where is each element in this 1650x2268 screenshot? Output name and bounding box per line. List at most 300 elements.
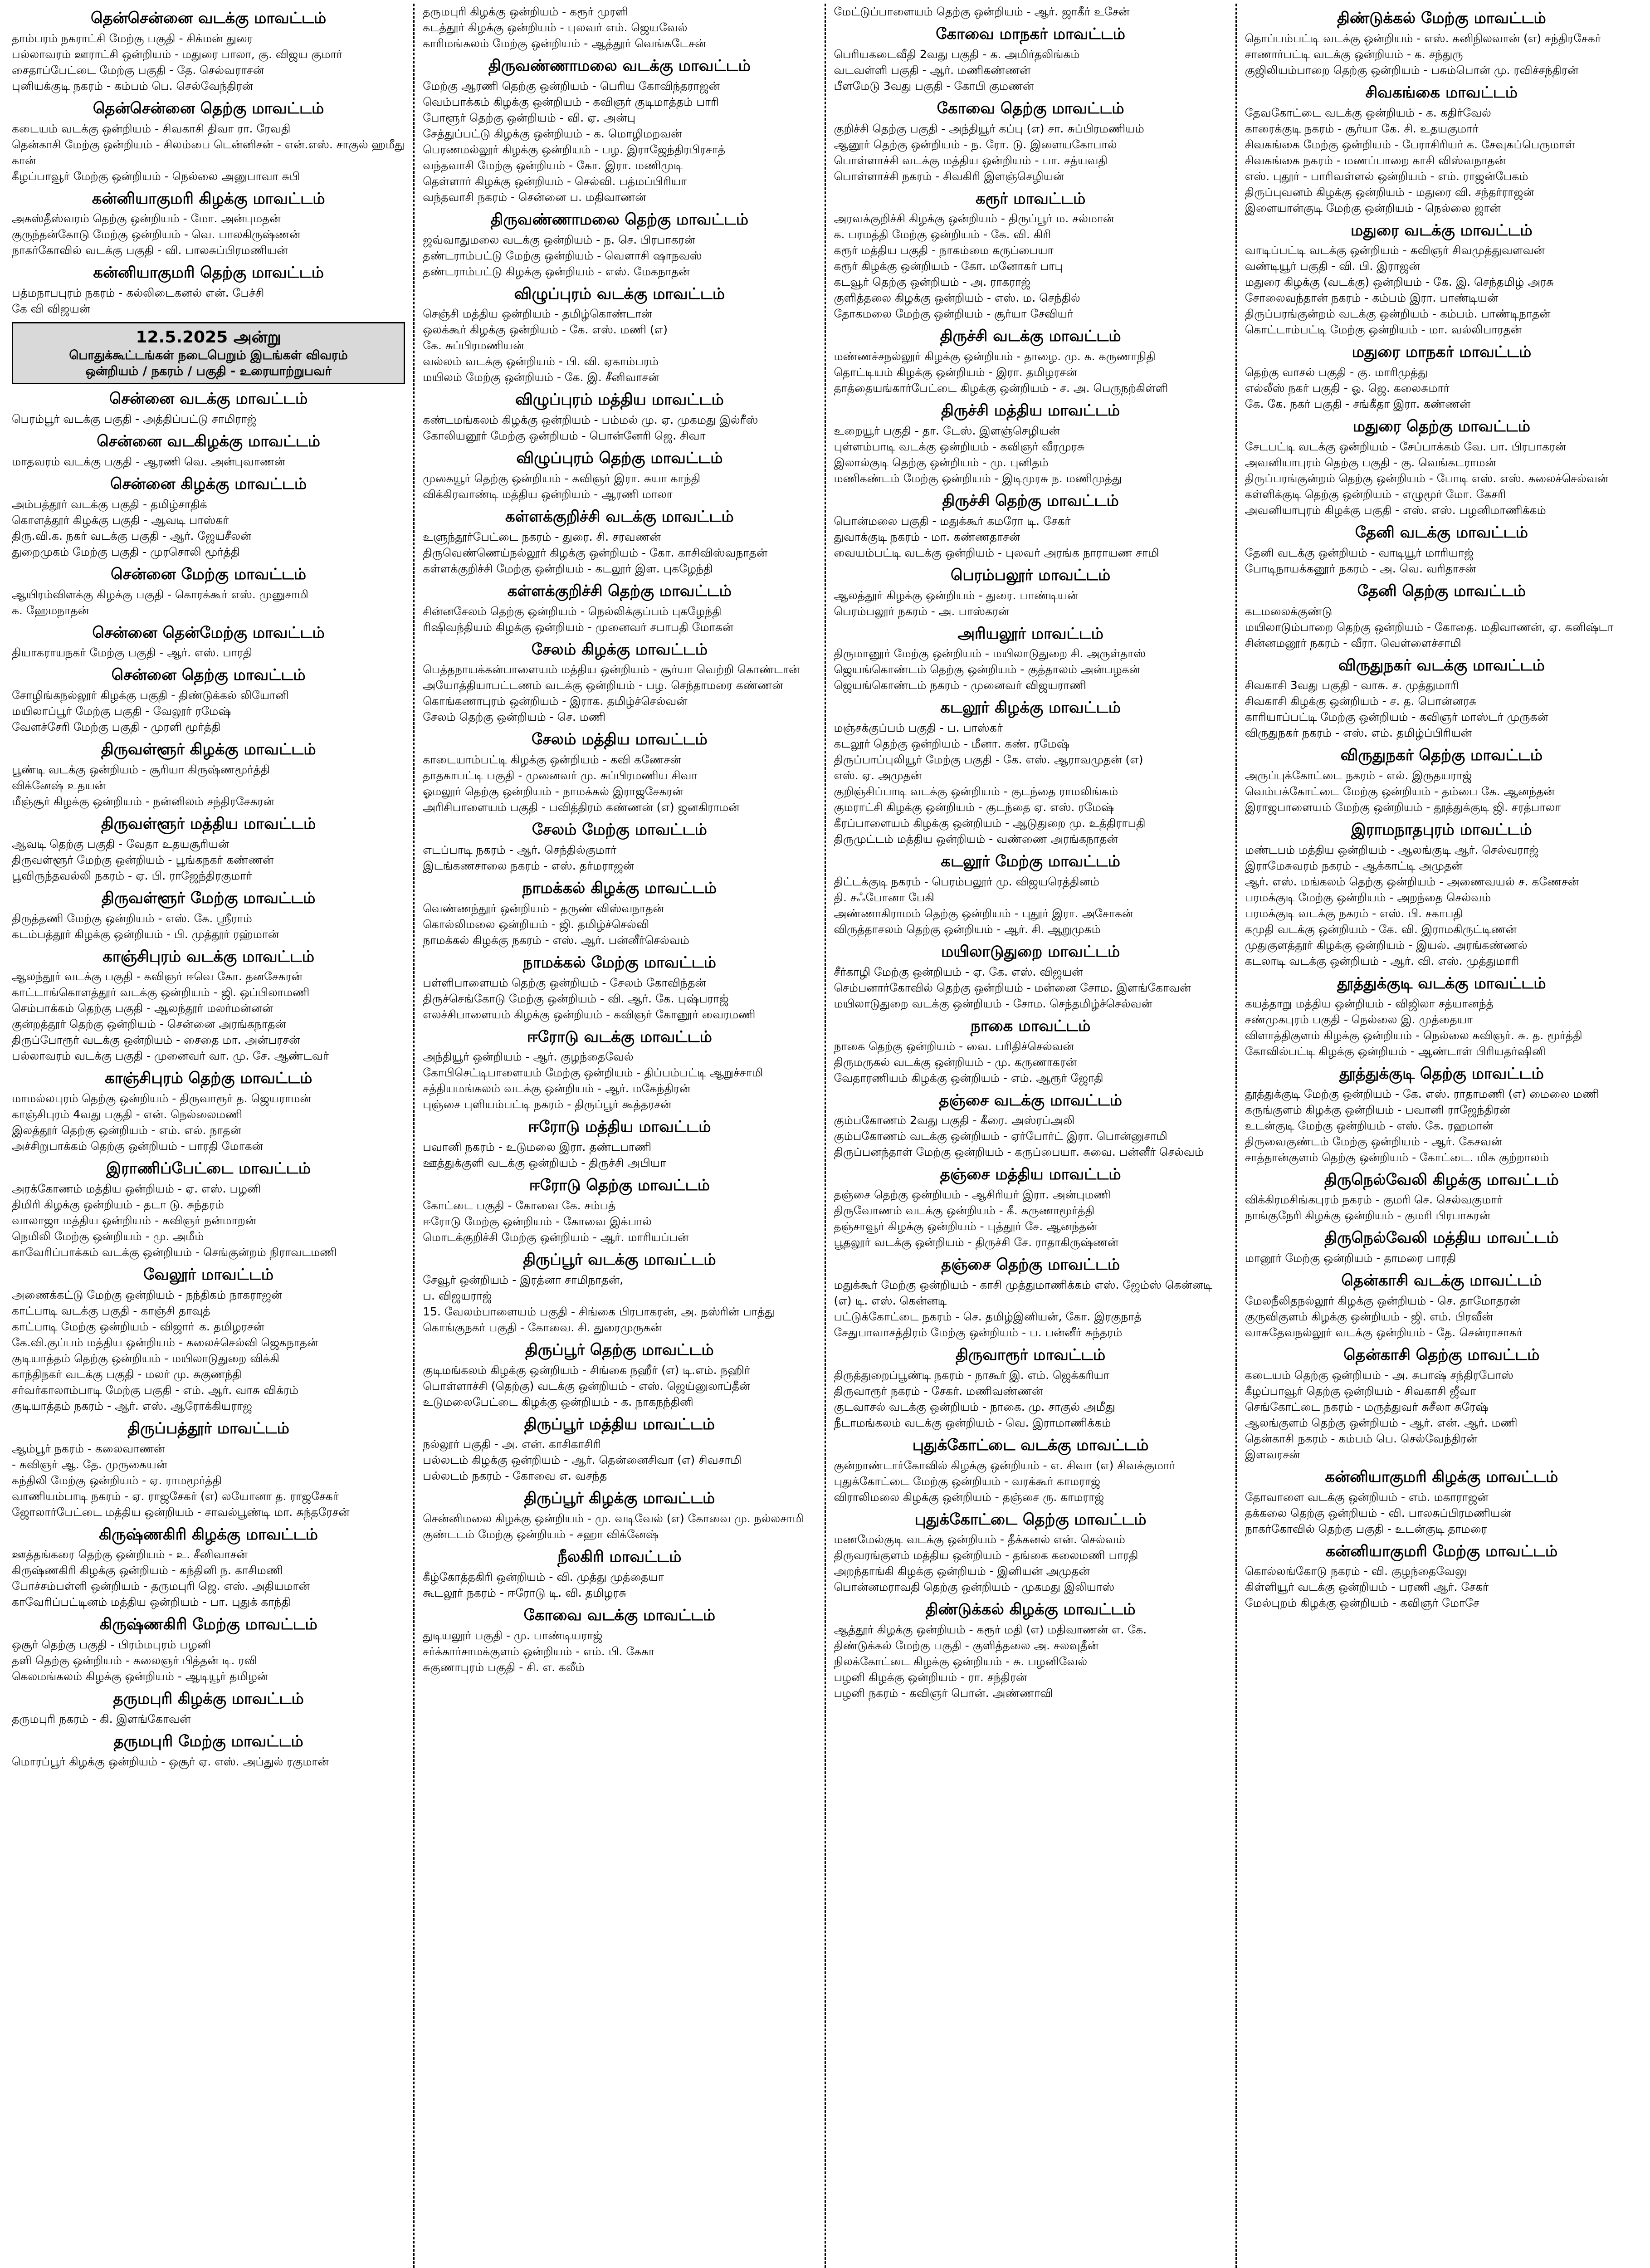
- district-heading: தென்சென்னை வடக்கு மாவட்டம்: [91, 9, 327, 27]
- meeting-entry: ஈரோடு மேற்கு ஒன்றியம் - கோவை இக்பால்: [423, 1214, 652, 1228]
- district-section: [423, 1118, 816, 1171]
- meeting-entry: ஆர். எஸ். மங்கலம் தெற்கு ஒன்றியம் - அணைவயல் ச. கணேசன்: [1245, 875, 1579, 888]
- meeting-entry: பூதலூர் வடக்கு ஒன்றியம் - திருச்சி சே. ராதாகிருஷ்ணன்: [834, 1236, 1119, 1249]
- district-heading: திருவள்ளூர் மேற்கு மாவட்டம்: [101, 889, 316, 907]
- district-heading: திண்டுக்கல் மேற்கு மாவட்டம்: [1337, 9, 1546, 27]
- meeting-entry: கோலியனூர் மேற்கு ஒன்றியம் - பொன்னேரி ஜெ. சிவா: [423, 429, 706, 443]
- meeting-entry: காடையாம்பட்டி கிழக்கு ஒன்றியம் - கவி கணேசன்: [423, 753, 681, 767]
- meeting-entry: நெமிலி மேற்கு ஒன்றியம் - மு. அமீம்: [12, 1229, 204, 1243]
- meeting-entry: வேதாரணியம் கிழக்கு ஒன்றியம் - எம். ஆரூர் ஜோதி: [834, 1071, 1103, 1085]
- meeting-entry: மஞ்சக்குப்பம் பகுதி - ப. பாஸ்கர்: [834, 721, 1003, 735]
- district-section: [834, 1017, 1227, 1086]
- meeting-entry: காந்திநகர் வடக்கு பகுதி - மலர் மு. சுகுணந்தி: [12, 1367, 242, 1381]
- district-section: [423, 1028, 816, 1113]
- meeting-entry: தியாகராயநகர் மேற்கு பகுதி - ஆர். எஸ். பாரதி: [12, 646, 253, 660]
- meeting-entry: நீடாமங்கலம் வடக்கு ஒன்றியம் - வெ. இராமாணிக்கம்: [834, 1416, 1111, 1429]
- meeting-entry: திருமுட்டம் மத்திய ஒன்றியம் - வண்ணை அரங்கநாதன்: [834, 832, 1118, 846]
- district-section: [423, 953, 816, 1022]
- meeting-entry: தெள்ளார் கிழக்கு ஒன்றியம் - செல்வி. பத்மப்பிரியா: [423, 174, 687, 188]
- meeting-entry: மேல்புறம் கிழக்கு ஒன்றியம் - கவிஞர் மோசே: [1245, 1596, 1479, 1610]
- meeting-entry: க. பரமத்தி மேற்கு ஒன்றியம் - கே. வி. கிரி: [834, 228, 1051, 241]
- district-heading: கள்ளக்குறிச்சி தெற்கு மாவட்டம்: [507, 582, 732, 600]
- meeting-entry: அம்பத்தூர் வடக்கு பகுதி - தமிழ்சாதிக்: [12, 497, 207, 511]
- district-heading: தேனி வடக்கு மாவட்டம்: [1355, 523, 1528, 542]
- meeting-entry: அவனியாபுரம் கிழக்கு பகுதி - எஸ். எஸ். பழனிமாணிக்கம்: [1245, 503, 1546, 517]
- meeting-entry: சாத்தான்குளம் தெற்கு ஒன்றியம் - கோட்டை. மிக குற்றாலம்: [1245, 1150, 1549, 1164]
- meeting-entry: புள்ளம்பாடி வடக்கு ஒன்றியம் - கவிஞர் வீரமுரசு: [834, 440, 1084, 453]
- district-section: [834, 401, 1227, 486]
- meeting-entry: வாணியம்பாடி நகரம் - ஏ. ராஜசேகர் (எ) லயோனா த. ராஜசேகர்: [12, 1489, 339, 1503]
- district-heading: இராணிப்பேட்டை மாவட்டம்: [106, 1159, 311, 1178]
- meeting-entry: எலச்சிபாளையம் கிழக்கு ஒன்றியம் - கவிஞர் கோனூர் வைரமணி: [423, 1007, 756, 1021]
- meeting-entry: தேனி வடக்கு ஒன்றியம் - வாடியூர் மாரியாஜ்: [1245, 546, 1474, 559]
- meeting-entry: திரு.வி.க. நகர் வடக்கு பகுதி - ஆர். ஜேயசீலன்: [12, 529, 252, 543]
- district-section: [1245, 746, 1638, 815]
- meeting-entry: மயிலம் மேற்கு ஒன்றியம் - கே. இ. சீனிவாசன்: [423, 371, 659, 384]
- meeting-entry: கே.வி.குப்பம் மத்திய ஒன்றியம் - கலைச்செல்வி ஜெகநாதன்: [12, 1335, 318, 1349]
- district-heading: கடலூர் மேற்கு மாவட்டம்: [941, 852, 1120, 871]
- meeting-entry: வடவள்ளி பகுதி - ஆர். மணிகண்ணன்: [834, 63, 1031, 77]
- meeting-entry: கொட்டாம்பட்டி மேற்கு ஒன்றியம் - மா. வல்லிபாரதன்: [1245, 323, 1522, 337]
- district-heading: கன்னியாகுமரி கிழக்கு மாவட்டம்: [1325, 1467, 1558, 1486]
- district-heading: நாகை மாவட்டம்: [970, 1017, 1091, 1035]
- district-section: [423, 449, 816, 502]
- district-heading: திருச்சி வடக்கு மாவட்டம்: [940, 327, 1121, 346]
- meeting-entry: சர்க்கார்சாமக்குளம் ஒன்றியம் - எம். பி. கேகா: [423, 1644, 655, 1658]
- meeting-entry: பொள்ளாச்சி வடக்கு மத்திய ஒன்றியம் - பா. சத்யவதி: [834, 153, 1108, 167]
- meeting-entry: விக்கிரமசிங்கபுரம் நகரம் - குமரி செ. செல்வகுமார்: [1245, 1193, 1503, 1207]
- meeting-entry: மாதவரம் வடக்கு பகுதி - ஆரணி வெ. அன்புவாணன்: [12, 455, 285, 468]
- district-section: [423, 4, 816, 51]
- meeting-entry: இராஜபாளையம் மேற்கு ஒன்றியம் - தூத்துக்குடி ஜி. சரத்பாலா: [1245, 801, 1561, 814]
- meeting-entry: கே. சுப்பிரமணியன்: [423, 339, 524, 352]
- meeting-entry: க. ஹேமநாதன்: [12, 603, 89, 617]
- district-section: [423, 1606, 816, 1675]
- district-section: [834, 566, 1227, 619]
- district-section: [834, 327, 1227, 396]
- meeting-entry: மதுரை கிழக்கு (வடக்கு) ஒன்றியம் - கே. இ. செந்தமிழ் அரசு: [1245, 275, 1554, 289]
- meeting-entry: உடன்குடி மேற்கு ஒன்றியம் - எஸ். கே. ரஹமான்: [1245, 1119, 1494, 1132]
- meeting-entry: கொல்லங்கோடு நகரம் - வி. குழந்தைவேலு: [1245, 1564, 1467, 1578]
- district-section: [1245, 656, 1638, 741]
- meeting-entry: கள்ளிக்குடி தெற்கு ஒன்றியம் - எழுமூர் மோ. கேசரி: [1245, 487, 1506, 501]
- meeting-entry: கரூர் மத்திய பகுதி - நாகம்மை கருப்பையா: [834, 244, 1054, 257]
- meeting-entry: காஞ்சிபுரம் 4வது பகுதி - என். நெல்லைமணி: [12, 1108, 243, 1121]
- meeting-entry: பூவிருந்தவல்லி நகரம் - ஏ. பி. ராஜேந்திரகுமார்: [12, 869, 252, 882]
- meeting-entry: பூண்டி வடக்கு ஒன்றியம் - சூரியா கிருஷ்ணமூர்த்தி: [12, 763, 270, 776]
- notice-line: ஒன்றியம் / நகரம் / பகுதி - உரையாற்றுபவர்: [85, 364, 332, 379]
- meeting-entry: குடியாத்தம் நகரம் - ஆர். எஸ். ஆரோக்கியராஜ: [12, 1399, 252, 1413]
- meeting-entry: முகையூர் தெற்கு ஒன்றியம் - கவிஞர் இரா. சுயா காந்தி: [423, 471, 701, 485]
- district-section: [12, 565, 405, 618]
- meeting-entry: திட்டக்குடி நகரம் - பெரம்பலூர் மு. விஜயரெத்தினம்: [834, 875, 1099, 888]
- meeting-entry: தக்கலை தெற்கு ஒன்றியம் - வி. பாலசுப்பிரமணியன்: [1245, 1506, 1511, 1520]
- meeting-entry: வல்லம் வடக்கு ஒன்றியம் - பி. வி. ஏகாம்பரம்: [423, 355, 659, 368]
- meeting-entry: அண்ணாகிராமம் தெற்கு ஒன்றியம் - புதூர் இரா. அசோகன்: [834, 906, 1133, 920]
- meeting-entry: பெரியகடைவீதி 2வது பகுதி - க. அமிர்தலிங்கம்: [834, 47, 1080, 61]
- district-heading: ஈரோடு வடக்கு மாவட்டம்: [527, 1027, 712, 1046]
- meeting-entry: கிள்ளியூர் வடக்கு ஒன்றியம் - பரணி ஆர். சேகர்: [1245, 1580, 1489, 1594]
- meeting-entry: சத்தியமங்கலம் வடக்கு ஒன்றியம் - ஆர். மகேந்திரன்: [423, 1082, 691, 1095]
- meeting-entry: தருமபுரி கிழக்கு ஒன்றியம் - கரூர் முரளி: [423, 5, 628, 18]
- district-section: [12, 1690, 405, 1727]
- meeting-entry: கடத்தூர் கிழக்கு ஒன்றியம் - புலவர் எம். ஜெயவேல்: [423, 21, 688, 34]
- meeting-entry: திருத்தணி மேற்கு ஒன்றியம் - எஸ். கே. ஸ்ரீராம்: [12, 911, 252, 925]
- district-heading: தூத்துக்குடி தெற்கு மாவட்டம்: [1339, 1064, 1544, 1083]
- meeting-entry: வெண்ணந்தூர் ஒன்றியம் - தருண் விஸ்வநாதன்: [423, 901, 664, 915]
- district-heading: தேனி தெற்கு மாவட்டம்: [1357, 582, 1526, 600]
- district-section: [1245, 343, 1638, 412]
- meeting-entry: தொப்பம்பட்டி வடக்கு ஒன்றியம் - எஸ். கனிநிலவான் (எ) சந்திரசேகர்: [1245, 31, 1601, 45]
- meeting-entry: குமராட்சி கிழக்கு ஒன்றியம் - குடந்தை ஏ. எஸ். ரமேஷ்: [834, 801, 1114, 814]
- meeting-entry: திருப்பரங்குன்றம் வடக்கு ஒன்றியம் - கம்பம். பாண்டிநாதன்: [1245, 307, 1551, 321]
- district-section: [423, 1251, 816, 1335]
- meeting-entry: பீளமேடு 3வது பகுதி - கோபி குமணன்: [834, 79, 1034, 93]
- meeting-entry: கொங்கணாபுரம் ஒன்றியம் - இராக. தமிழ்ச்செல்வன்: [423, 694, 688, 708]
- meeting-entry: பல்லாவரம் வடக்கு பகுதி - முனைவர் வா. மு. சே. ஆண்டவர்: [12, 1049, 329, 1063]
- district-section: [12, 1615, 405, 1684]
- meeting-entry: திமிரி கிழக்கு ஒன்றியம் - தடா டு. சுந்தரம்: [12, 1198, 224, 1211]
- meeting-entry: பவானி நகரம் - உடுமலை இரா. தண்டபாணி: [423, 1140, 652, 1154]
- meeting-entry: சுகுணாபுரம் பகுதி - சி. எ. கலீம்: [423, 1660, 585, 1674]
- district-heading: அரியலூர் மாவட்டம்: [957, 624, 1103, 643]
- meeting-entry: மேலநீலிதநல்லூர் கிழக்கு ஒன்றியம் - செ. தாமோதரன்: [1245, 1294, 1521, 1307]
- meeting-entry: சின்னசேலம் தெற்கு ஒன்றியம் - நெல்லிக்குப்பம் புகழேந்தி: [423, 604, 722, 618]
- meeting-entry: பொள்ளாச்சி (தெற்கு) வடக்கு ஒன்றியம் - எஸ். ஜெய்னுலாப்தீன்: [423, 1379, 751, 1393]
- district-heading: நாமக்கல் கிழக்கு மாவட்டம்: [522, 879, 717, 897]
- district-heading: விருதுநகர் வடக்கு மாவட்டம்: [1338, 656, 1545, 675]
- meeting-entry: பத்மநாபபுரம் நகரம் - கல்லிடைகனல் என். பேச்சி: [12, 286, 264, 300]
- meeting-entry: தாத்தையங்கார்பேட்டை கிழக்கு ஒன்றியம் - ச. அ. பெருநற்கிள்ளி: [834, 381, 1168, 395]
- district-heading: சென்னை மேற்கு மாவட்டம்: [111, 565, 307, 583]
- meeting-entry: மண்டபம் மத்திய ஒன்றியம் - ஆலங்குடி ஆர். செல்வராஜ்: [1245, 843, 1539, 856]
- meeting-entry: காரைக்குடி நகரம் - சூர்யா கே. சி. உதயகுமார்: [1245, 122, 1479, 135]
- district-heading: திருநெல்வேலி கிழக்கு மாவட்டம்: [1324, 1170, 1559, 1189]
- district-heading: ஈரோடு மத்திய மாவட்டம்: [528, 1118, 711, 1136]
- district-section: [1245, 974, 1638, 1059]
- meeting-entry: வேளச்சேரி மேற்கு பகுதி - முரளி மூர்த்தி: [12, 720, 221, 734]
- meeting-entry: போளூர் தெற்கு ஒன்றியம் - வி. ஏ. அன்பு: [423, 111, 636, 124]
- district-section: [423, 879, 816, 948]
- meeting-entry: கும்பகோணம் 2வது பகுதி - கீரை. அஸ்ரப்அலி: [834, 1114, 1075, 1127]
- meeting-entry: செம்பனார்கோவில் தெற்கு ஒன்றியம் - மன்னை சோம. இளங்கோவன்: [834, 981, 1191, 994]
- district-section: [12, 948, 405, 1064]
- meeting-entry: மொரப்பூர் கிழக்கு ஒன்றியம் - ஒசூர் ஏ. எஸ். அப்துல் ரகுமான்: [12, 1755, 329, 1768]
- column-2: [415, 4, 825, 2268]
- meeting-entry: சிவகாசி 3வது பகுதி - வாசு. ச. முத்துமாரி: [1245, 679, 1459, 692]
- district-heading: கிருஷ்ணகிரி கிழக்கு மாவட்டம்: [99, 1525, 318, 1544]
- meeting-entry: கள்ளக்குறிச்சி மேற்கு ஒன்றியம் - கடலூர் இள. புகழேந்தி: [423, 562, 713, 575]
- meeting-entry: கே வி விஜயன்: [12, 302, 91, 316]
- district-heading: தருமபுரி கிழக்கு மாவட்டம்: [113, 1690, 304, 1708]
- meeting-entry: கே. கே. நகர் பகுதி - சங்கீதா இரா. கண்ணன்: [1245, 397, 1471, 411]
- district-heading: தென்சென்னை தெற்கு மாவட்டம்: [93, 99, 324, 117]
- district-heading: நீலகிரி மாவட்டம்: [557, 1548, 682, 1566]
- meeting-entry: தேவகோட்டை வடக்கு ஒன்றியம் - க. கதிர்வேல்: [1245, 106, 1491, 119]
- meeting-entry: விளாத்திகுளம் கிழக்கு ஒன்றியம் - நெல்லை கவிஞர். சு. த. மூர்த்தி: [1245, 1028, 1582, 1042]
- district-heading: சென்னை தெற்கு மாவட்டம்: [111, 666, 306, 684]
- meeting-entry: தி. சஃபோனா பேகி: [834, 890, 934, 904]
- meeting-entry: திருமருகல் வடக்கு ஒன்றியம் - மு. கருணாகரன்: [834, 1055, 1077, 1069]
- district-section: [834, 190, 1227, 322]
- district-section: [1245, 582, 1638, 651]
- district-heading: தஞ்சை வடக்கு மாவட்டம்: [939, 1091, 1123, 1110]
- meeting-entry: ஓமலூர் தெற்கு ஒன்றியம் - நாமக்கல் இராஜசேகரன்: [423, 785, 683, 798]
- district-heading: திருப்பூர் மத்திய மாவட்டம்: [524, 1415, 715, 1433]
- meeting-entry: காட்பாடி மேற்கு ஒன்றியம் - விஜாா் க. தமிழரசன்: [12, 1320, 264, 1333]
- meeting-entry: பழனி கிழக்கு ஒன்றியம் - ரா. சந்திரன்: [834, 1671, 1027, 1684]
- meeting-entry: வாசுதேவநல்லூர் வடக்கு ஒன்றியம் - தே. சென்ராசாகர்: [1245, 1325, 1523, 1339]
- district-section: [834, 4, 1227, 20]
- meeting-entry: எடப்பாடி நகரம் - ஆர். செந்தில்குமார்: [423, 843, 617, 856]
- meeting-entry: துடியலூர் பகுதி - மு. பாண்டியராஜ்: [423, 1628, 603, 1642]
- district-section: [12, 190, 405, 259]
- district-heading: திருவண்ணாமலை தெற்கு மாவட்டம்: [490, 210, 749, 229]
- meeting-entry: இடங்கணசாலை நகரம் - எஸ். தர்மராஜன்: [423, 859, 635, 872]
- district-heading: கடலூர் கிழக்கு மாவட்டம்: [940, 699, 1121, 717]
- district-section: [423, 210, 816, 279]
- meeting-entry: திருப்பனந்தாள் மேற்கு ஒன்றியம் - கருப்பையா. சுவை. பன்னீர் செல்வம்: [834, 1145, 1204, 1159]
- meeting-entry: அச்சிறுபாக்கம் தெற்கு ஒன்றியம் - பாரதி மோகன்: [12, 1139, 263, 1153]
- meeting-entry: ஆவடி தெற்கு பகுதி - வேதா உதயசூரியன்: [12, 837, 229, 850]
- meeting-entry: வாடிப்பட்டி வடக்கு ஒன்றியம் - கவிஞர் சிவமுத்துவளவன்: [1245, 244, 1545, 257]
- meeting-entry: போச்சம்பள்ளி ஒன்றியம் - தருமபுரி ஜெ. எஸ். அதியமான்: [12, 1579, 310, 1593]
- meeting-entry: இளையான்குடி மேற்கு ஒன்றியம் - நெல்லை ஜான்: [1245, 201, 1501, 215]
- meeting-entry: மணிகண்டம் மேற்கு ஒன்றியம் - இடிமுரசு ந. மணிமுத்து: [834, 471, 1122, 485]
- meeting-entry: திருப்பாப்புலியூர் மேற்கு பகுதி - கே. எஸ். ஆராவமுதன் (எ): [834, 753, 1143, 767]
- district-section: [423, 57, 816, 205]
- district-heading: திருவாரூர் மாவட்டம்: [955, 1345, 1106, 1364]
- district-heading: சென்னை வடக்கு மாவட்டம்: [109, 390, 308, 408]
- district-heading: சென்னை தென்மேற்கு மாவட்டம்: [92, 623, 325, 642]
- district-section: [12, 9, 405, 94]
- column-3: [826, 4, 1237, 2268]
- district-section: [834, 1091, 1227, 1160]
- meeting-entry: எல்லீஸ் நகர் பகுதி - ஓ. ஜெ. கலைசுமார்: [1245, 381, 1450, 395]
- district-section: [423, 582, 816, 635]
- district-heading: கோவை மாநகர் மாவட்டம்: [936, 25, 1125, 43]
- meeting-entry: அணைக்கட்டு மேற்கு ஒன்றியம் - நந்திகம் நாகராஜன்: [12, 1288, 283, 1301]
- district-section: [12, 815, 405, 884]
- meeting-entry: தோகமலை மேற்கு ஒன்றியம் - சூர்யா சேவியர்: [834, 307, 1074, 321]
- meeting-entry: பல்லடம் நகரம் - கோவை எ. வசந்த: [423, 1469, 607, 1483]
- meeting-entry: நாமக்கல் கிழக்கு நகரம் - எஸ். ஆர். பன்னீர்செல்வம்: [423, 933, 689, 947]
- district-heading: கோவை வடக்கு மாவட்டம்: [523, 1606, 716, 1624]
- district-heading: கோவை தெற்கு மாவட்டம்: [937, 99, 1124, 117]
- district-heading: புதுக்கோட்டை வடக்கு மாவட்டம்: [912, 1436, 1149, 1454]
- meeting-entry: தஞ்சாவூர் கிழக்கு ஒன்றியம் - புத்தூர் சே. ஆனந்தன்: [834, 1220, 1098, 1233]
- meeting-entry: குடிமங்கலம் கிழக்கு ஒன்றியம் - சிங்கை நஹீர் (எ) டி.எம். நஹிர்: [423, 1363, 750, 1377]
- meeting-entry: குஜிலியம்பாறை தெற்கு ஒன்றியம் - பசும்பொன் மு. ரவிச்சந்திரன்: [1245, 63, 1579, 77]
- district-heading: திருவள்ளூர் கிழக்கு மாவட்டம்: [101, 740, 316, 759]
- district-section: [1245, 1542, 1638, 1611]
- meeting-entry: வாலாஜா மத்திய ஒன்றியம் - கவிஞர் நன்மாறன்: [12, 1213, 257, 1227]
- meeting-entry: சோலைவந்தான் நகரம் - கம்பம் இரா. பாண்டியன்: [1245, 291, 1499, 305]
- meeting-entry: நாகை தெற்கு ஒன்றியம் - வை. பரிதிச்செல்வன்: [834, 1039, 1074, 1053]
- district-section: [834, 99, 1227, 184]
- district-section: [423, 640, 816, 725]
- district-heading: கன்னியாகுமரி தெற்கு மாவட்டம்: [93, 264, 324, 282]
- district-heading: கன்னியாகுமரி மேற்கு மாவட்டம்: [1325, 1542, 1558, 1560]
- column-4: [1237, 4, 1646, 2268]
- district-heading: இராமநாதபுரம் மாவட்டம்: [1351, 821, 1532, 839]
- meeting-entry: குண்டடம் மேற்கு ஒன்றியம் - சஹா விக்னேஷ்: [423, 1528, 659, 1541]
- district-section: [1245, 83, 1638, 216]
- district-section: [1245, 1171, 1638, 1224]
- district-heading: காஞ்சிபுரம் வடக்கு மாவட்டம்: [103, 947, 315, 966]
- meeting-entry: கருங்குளம் கிழக்கு ஒன்றியம் - பவானி ராஜேந்திரன்: [1245, 1103, 1510, 1116]
- district-section: [1245, 417, 1638, 518]
- meeting-entry: எஸ். ஏ. அமுதன்: [834, 769, 922, 782]
- meeting-entry: பட்டுக்கோட்டை நகரம் - செ. தமிழ்இனியன், கோ. இரகுநாத் சேதுபாவாசத்திரம் மேற்கு ஒன்றியம் - ப. பன்னீர் சுந்தரம்: [834, 1310, 1142, 1339]
- district-heading: சேலம் மத்திய மாவட்டம்: [531, 730, 708, 749]
- meeting-entry: கோபிசெட்டிபாளையம் மேற்கு ஒன்றியம் - திப்பம்பட்டி ஆறுச்சாமி: [423, 1066, 763, 1080]
- meeting-entry: சோழிங்கநல்லூர் கிழக்கு பகுதி - திண்டுக்கல் லியோனி: [12, 689, 289, 702]
- meeting-entry: உறையூர் பகுதி - தா. டேஸ். இளஞ்செழியன்: [834, 424, 1060, 437]
- meeting-entry: குருவிகுளம் கிழக்கு ஒன்றியம் - ஜி. எம். பிரவீன்: [1245, 1310, 1493, 1323]
- meeting-entry: கூடலூர் நகரம் - ஈரோடு டி. வி. தமிழரசு: [423, 1586, 626, 1599]
- meeting-entry: கடம்பத்தூர் கிழக்கு ஒன்றியம் - பி. முத்தூர் ரஹ்மான்: [12, 927, 279, 941]
- meeting-entry: நாகர்கோவில் தெற்கு பகுதி - உடன்குடி தாமரை: [1245, 1522, 1487, 1535]
- district-section: [1245, 1065, 1638, 1165]
- meeting-entry: அரக்கோணம் மத்திய ஒன்றியம் - ஏ. எஸ். பழனி: [12, 1182, 261, 1195]
- meeting-entry: தூத்துக்குடி மேற்கு ஒன்றியம் - கே. எஸ். ராதாமணி (எ) மைலை மணி: [1245, 1087, 1599, 1100]
- district-section: [12, 889, 405, 942]
- district-section: [12, 99, 405, 184]
- meeting-entry: கமுதி வடக்கு ஒன்றியம் - கே. வி. இராமகிருட்டிணன்: [1245, 922, 1517, 936]
- meeting-entry: விருதுநகர் நகரம் - எஸ். எம். தமிழ்ப்பிரியன்: [1245, 726, 1472, 740]
- district-heading: திருவள்ளூர் மத்திய மாவட்டம்: [101, 814, 316, 833]
- meeting-entry: சேலம் தெற்கு ஒன்றியம் - செ. மணி: [423, 710, 606, 724]
- meeting-entry: முதுகுளத்தூர் கிழக்கு ஒன்றியம் - இயல். அரங்கண்ணல்: [1245, 938, 1528, 952]
- district-section: [12, 666, 405, 735]
- meeting-entry: 15. வேலம்பாளையம் பகுதி - சிங்கை பிரபாகரன், அ. நஸ்ரின் பாத்து: [423, 1305, 775, 1318]
- district-heading: காஞ்சிபுரம் தெற்கு மாவட்டம்: [104, 1069, 312, 1088]
- meeting-entry: மயிலாடுதுறை வடக்கு ஒன்றியம் - சோம. செந்தமிழ்ச்செல்வன்: [834, 997, 1152, 1010]
- meeting-entry: சைதாப்பேட்டை மேற்கு பகுதி - தே. செல்வராசன்: [12, 63, 264, 77]
- meeting-entry: ஆத்தூர் கிழக்கு ஒன்றியம் - கரூர் மதி (எ) மதிவாணன் எ. கே.: [834, 1623, 1147, 1637]
- meeting-entry: குன்றாண்டார்கோவில் கிழக்கு ஒன்றியம் - எ. சிவா (எ) சிவக்குமார்: [834, 1458, 1176, 1472]
- meeting-entry: தென்காசி நகரம் - கம்பம் பெ. செல்வேந்திரன்: [1245, 1432, 1478, 1445]
- district-section: [12, 1159, 405, 1260]
- meeting-entry: தெற்கு வாசல் பகுதி - கு. மாரிமுத்து: [1245, 366, 1428, 379]
- meeting-entry: கோட்டை பகுதி - கோவை கே. சம்பத்: [423, 1198, 616, 1212]
- meeting-entry: செஞ்சி மத்திய ஒன்றியம் - தமிழ்கொண்டான்: [423, 307, 652, 321]
- district-section: [1245, 9, 1638, 78]
- district-heading: திருப்பூர் வடக்கு மாவட்டம்: [523, 1250, 716, 1269]
- meeting-entry: நிலக்கோட்டை கிழக்கு ஒன்றியம் - சு. பழனிவேல்: [834, 1655, 1088, 1668]
- meeting-entry: அவனியாபுரம் தெற்கு பகுதி - கு. வெங்கடராமன்: [1245, 455, 1496, 469]
- meeting-entry: மீஞ்சூர் கிழக்கு ஒன்றியம் - நன்னிலம் சந்திரசேகரன்: [12, 794, 274, 808]
- district-heading: சென்னை வடகிழக்கு மாவட்டம்: [97, 432, 321, 451]
- meeting-entry: கண்டமங்கலம் கிழக்கு ஒன்றியம் - பம்மல் மு. ஏ. முகமது இல்ரீஸ்: [423, 413, 758, 427]
- district-heading: திருப்பத்தூர் மாவட்டம்: [127, 1419, 289, 1437]
- district-section: [1245, 1468, 1638, 1537]
- meeting-entry: கடலூர் தெற்கு ஒன்றியம் - மீனா. கண். ரமேஷ்: [834, 737, 1069, 751]
- meeting-entry: திருப்புவனம் கிழக்கு ஒன்றியம் - மதுரை வி. சந்தர்ராஜன்: [1245, 185, 1534, 199]
- meeting-entry: மாமல்லபுரம் தெற்கு ஒன்றியம் - திருவாரூர் த. ஜெயராமன்: [12, 1092, 311, 1105]
- meeting-entry: சண்முகபுரம் பகுதி - நெல்லை இ. முத்தையா: [1245, 1012, 1473, 1026]
- meeting-entry: சேத்துப்பட்டு கிழக்கு ஒன்றியம் - க. மொழிமறவன்: [423, 127, 682, 140]
- meeting-entry: ரிஷிவந்தியம் கிழக்கு ஒன்றியம் - முனைவர் சபாபதி மோகன்: [423, 620, 733, 634]
- district-heading: புதுக்கோட்டை தெற்கு மாவட்டம்: [914, 1510, 1147, 1529]
- meeting-entry: தொட்டியம் கிழக்கு ஒன்றியம் - இரா. தமிழரசன்: [834, 366, 1077, 379]
- meeting-entry: மயிலாப்பூர் மேற்கு பகுதி - வேலூர் ரமேஷ்: [12, 704, 231, 718]
- meeting-entry: காவேரிப்பாக்கம் வடக்கு ஒன்றியம் - செங்குன்றம் நிராவடமணி: [12, 1245, 337, 1259]
- meeting-entry: திருவெண்ணெய்நல்லூர் கிழக்கு ஒன்றியம் - கோ. காசிவிஸ்வநாதன்: [423, 546, 768, 559]
- meeting-entry: காரியாப்பட்டி மேற்கு ஒன்றியம் - கவிஞர் மாஸ்டர் முருகன்: [1245, 710, 1548, 724]
- district-heading: திண்டுக்கல் கிழக்கு மாவட்டம்: [925, 1600, 1136, 1619]
- district-section: [12, 624, 405, 661]
- district-heading: திருப்பூர் தெற்கு மாவட்டம்: [525, 1340, 714, 1359]
- meeting-entry: கீரப்பாளையம் கிழக்கு ஒன்றியம் - ஆடுதுறை மு. உத்திராபதி: [834, 816, 1146, 830]
- meeting-entry: ஜவ்வாதுமலை வடக்கு ஒன்றியம் - ந. செ. பிரபாகரன்: [423, 233, 695, 246]
- meeting-entry: சென்னிமலை கிழக்கு ஒன்றியம் - மு. வடிவேல் (எ) கோவை மு. நல்லசாமி: [423, 1512, 804, 1525]
- meeting-entry: அருப்புக்கோட்டை நகரம் - எல். இருதயராஜ்: [1245, 769, 1472, 782]
- meeting-entry: ப. விஜயராஜ்: [423, 1289, 492, 1302]
- district-section: [12, 1069, 405, 1154]
- meeting-entry: ஆயிரம்விளக்கு கிழக்கு பகுதி - கொரக்கூர் எஸ். முனுசாமி: [12, 587, 309, 601]
- district-section: [423, 508, 816, 577]
- meeting-entry: சிவகங்கை மேற்கு ஒன்றியம் - பேராசிரியர் க. சேவுகப்பெருமாள்: [1245, 137, 1576, 151]
- district-section: [834, 1436, 1227, 1505]
- meeting-entry: கொளத்தூர் கிழக்கு பகுதி - ஆவடி பாஸ்கர்: [12, 513, 229, 527]
- meeting-entry: கந்திலி மேற்கு ஒன்றியம் - ஏ. ராமமூர்த்தி: [12, 1473, 222, 1487]
- meeting-entry: காட்பாடி வடக்கு பகுதி - காஞ்சி தாவுத்: [12, 1304, 210, 1317]
- district-section: [834, 625, 1227, 694]
- meeting-entry: மதுக்கூர் மேற்கு ஒன்றியம் - காசி முத்துமாணிக்கம் எஸ். ஜேம்ஸ் கென்னடி (எ) டி. எஸ். கென்னடி: [834, 1278, 1212, 1307]
- meeting-entry: கெலமங்கலம் கிழக்கு ஒன்றியம் - ஆடியூர் தமிழன்: [12, 1670, 268, 1683]
- district-heading: மதுரை மாநகர் மாவட்டம்: [1352, 343, 1532, 362]
- meeting-entry: திருமானூர் மேற்கு ஒன்றியம் - மயிலாடுதுறை சி. அருள்தாஸ்: [834, 647, 1146, 660]
- district-section: [423, 1489, 816, 1542]
- meeting-entry: புனியக்குடி நகரம் - கம்பம் பெ. செல்வேந்திரன்: [12, 79, 253, 93]
- district-section: [12, 740, 405, 809]
- column-1: [4, 4, 415, 2268]
- meeting-entry: நாங்குநேரி கிழக்கு ஒன்றியம் - குமரி பிரபாகரன்: [1245, 1209, 1490, 1222]
- district-heading: மதுரை வடக்கு மாவட்டம்: [1350, 221, 1533, 240]
- district-heading: திருச்சி தெற்கு மாவட்டம்: [942, 491, 1119, 510]
- district-heading: சேலம் மேற்கு மாவட்டம்: [532, 821, 707, 839]
- meeting-entry: சேவூர் ஒன்றியம் - இரத்னா சாமிநாதன்,: [423, 1273, 624, 1286]
- meeting-entry: துவாக்குடி நகரம் - மா. கண்ணதாசன்: [834, 530, 1020, 543]
- district-heading: விழுப்புரம் தெற்கு மாவட்டம்: [516, 449, 723, 468]
- meeting-entry: ஆலந்தூர் வடக்கு பகுதி - கவிஞர் ஈவெ கோ. தனசேகரன்: [12, 970, 303, 983]
- meeting-entry: காவேரிப்பட்டினம் மத்திய ஒன்றியம் - பா. புதுக் காந்தி: [12, 1595, 291, 1609]
- meeting-entry: பெத்தநாயக்கன்பாளையம் மத்திய ஒன்றியம் - சூர்யா வெற்றி கொண்டான்: [423, 663, 800, 676]
- district-section: [12, 1525, 405, 1610]
- district-section: [1245, 1346, 1638, 1462]
- meeting-entry: விருத்தாசலம் தெற்கு ஒன்றியம் - ஆர். சி. ஆறுமுகம்: [834, 922, 1101, 936]
- meeting-entry: கயத்தாறு மத்திய ஒன்றியம் - விஜிலா சத்யானந்த்: [1245, 997, 1494, 1010]
- district-section: [12, 1419, 405, 1520]
- meeting-entry: கும்பகோணம் வடக்கு ஒன்றியம் - ஏர்போர்ட் இரா. பொன்னுசாமி: [834, 1129, 1167, 1143]
- meeting-entry: இலத்தூர் தெற்கு ஒன்றியம் - எம். எல். நாதன்: [12, 1124, 241, 1137]
- meeting-entry: திருச்செங்கோடு மேற்கு ஒன்றியம் - வி. ஆர். கே. புஷ்பராஜ்: [423, 992, 729, 1005]
- meeting-entry: வந்தவாசி மேற்கு ஒன்றியம் - கோ. இரா. மணிமுடி: [423, 158, 683, 172]
- meeting-entry: பொன்மலை பகுதி - மதுக்கூர் கமரோ டி. சேகர்: [834, 514, 1071, 528]
- meeting-entry: திருவரங்குளம் மத்திய ஒன்றியம் - தங்கை கலைமணி பாரதி: [834, 1549, 1138, 1562]
- meeting-entry: தண்டராம்பட்டு மேற்கு ஒன்றியம் - வெளாசி ஷாநவஸ்: [423, 249, 702, 262]
- meeting-entry: குறிச்சி தெற்கு பகுதி - அந்தியூர் கப்பு (எ) சா. சுப்பிரமணியம்: [834, 122, 1144, 135]
- district-heading: சிவகங்கை மாவட்டம்: [1365, 83, 1518, 102]
- district-section: [1245, 523, 1638, 577]
- meeting-entry: உளுந்தூர்பேட்டை நகரம் - துரை. சி. சரவணன்: [423, 530, 661, 543]
- meeting-entry: கடையம் தெற்கு ஒன்றியம் - அ. சுபாஷ் சந்திரபோஸ்: [1245, 1368, 1513, 1382]
- district-heading: பெரம்பலூர் மாவட்டம்: [950, 566, 1111, 584]
- district-heading: தென்காசி வடக்கு மாவட்டம்: [1341, 1271, 1542, 1290]
- district-heading: நாமக்கல் மேற்கு மாவட்டம்: [522, 953, 716, 972]
